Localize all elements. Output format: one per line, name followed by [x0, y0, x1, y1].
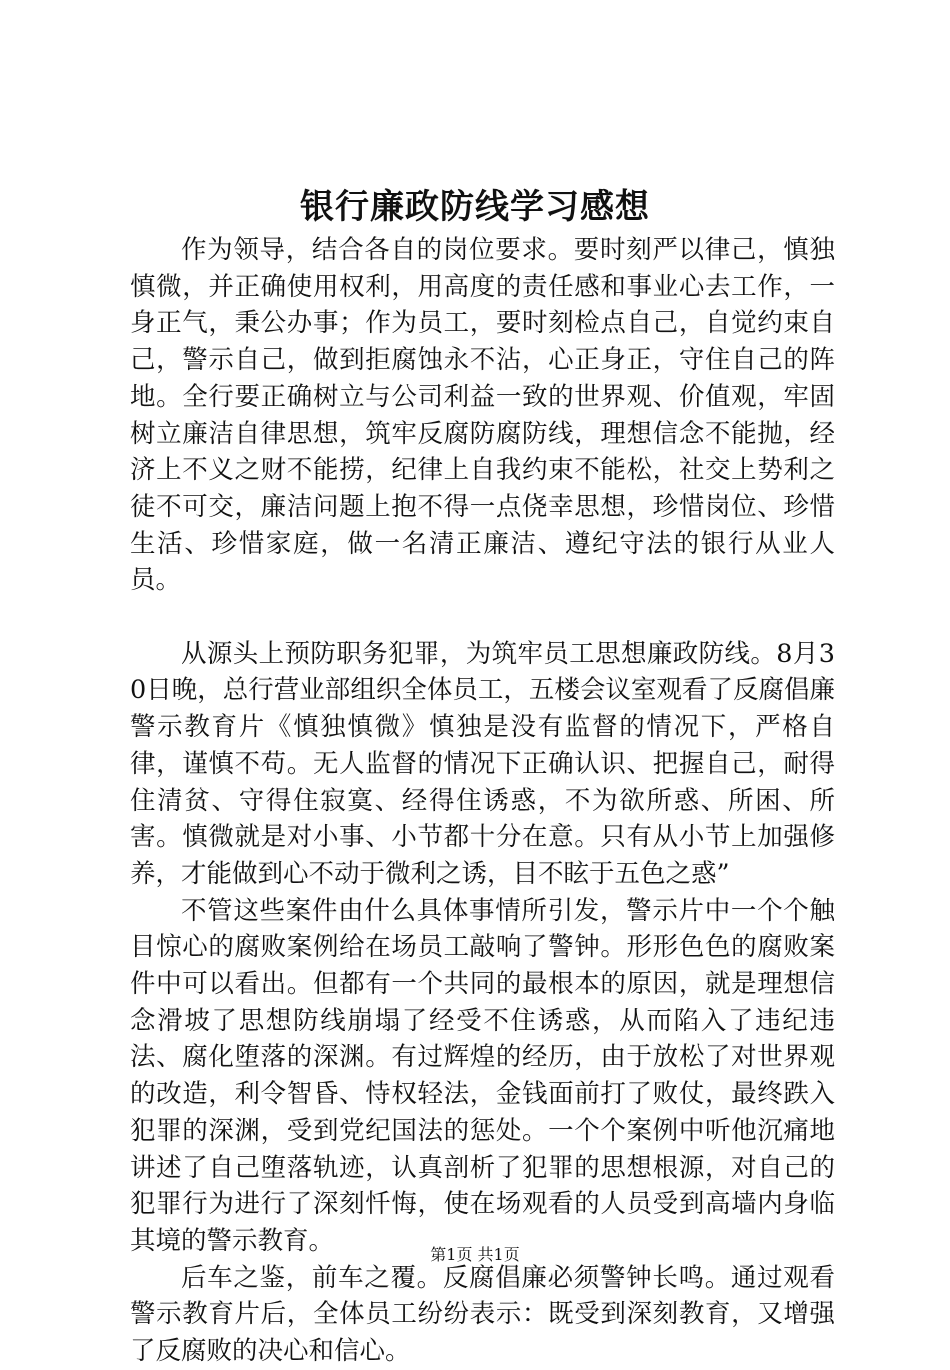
paragraph-2: 从源头上预防职务犯罪，为筑牢员工思想廉政防线。8月30日晚，总行营业部组织全体员工，五楼会议室观看了反腐倡廉警示教育片《慎独慎微》慎独是没有监督的情况下，严格自律，谨慎不苟。无人监督的情况下正确认识、把握自己，耐得住清贫、守得住寂寞、经得住诱惑，不为欲所惑、所困、所害。慎微就是对小事、小节都十分在意。只有从小节上加强修养，才能做到心不动于微利之诱，目不眩于五色之惑” [130, 638, 835, 889]
document-body [130, 232, 835, 1370]
page-title: 银行廉政防线学习感想 [300, 187, 650, 227]
paragraph-1: 作为领导，结合各自的岗位要求。要时刻严以律己，慎独慎微，并正确使用权利，用高度的责任感和事业心去工作，一身正气，秉公办事；作为员工，要时刻检点自己，自觉约束自己，警示自己，做到拒腐蚀永不沾，心正身正，守住自己的阵地。全行要正确树立与公司利益一致的世界观、价值观，牢固树立廉洁自律思想，筑牢反腐防腐防线，理想信念不能抛，经济上不义之财不能捞，纪律上自我约束不能松，社交上势利之徒不可交，廉洁问题上抱不得一点侥幸思想，珍惜岗位、珍惜生活、珍惜家庭，做一名清正廉洁、遵纪守法的银行从业人员。 [130, 235, 835, 596]
paragraph-3: 不管这些案件由什么具体事情所引发，警示片中一个个触目惊心的腐败案例给在场员工敲响了警钟。形形色色的腐败案件中可以看出。但都有一个共同的最根本的原因，就是理想信念滑坡了思想防线崩塌了经受不住诱惑，从而陷入了违纪违法、腐化堕落的深渊。有过辉煌的经历，由于放松了对世界观的改造，利令智昏、恃权轻法，金钱面前打了败仗，最终跌入犯罪的深渊，受到党纪国法的惩处。一个个案例中听他沉痛地讲述了自己堕落轨迹，认真剖析了犯罪的思想根源，对自己的犯罪行为进行了深刻忏悔，使在场观看的人员受到高墙内身临其境的警示教育。 [130, 895, 835, 1256]
paragraph-4: 后车之鉴，前车之覆。反腐倡廉必须警钟长鸣。通过观看警示教育片后，全体员工纷纷表示：既受到深刻教育，又增强了反腐败的决心和信心。 [130, 1262, 835, 1367]
page-footer: 第1页 共1页 [430, 1245, 520, 1264]
